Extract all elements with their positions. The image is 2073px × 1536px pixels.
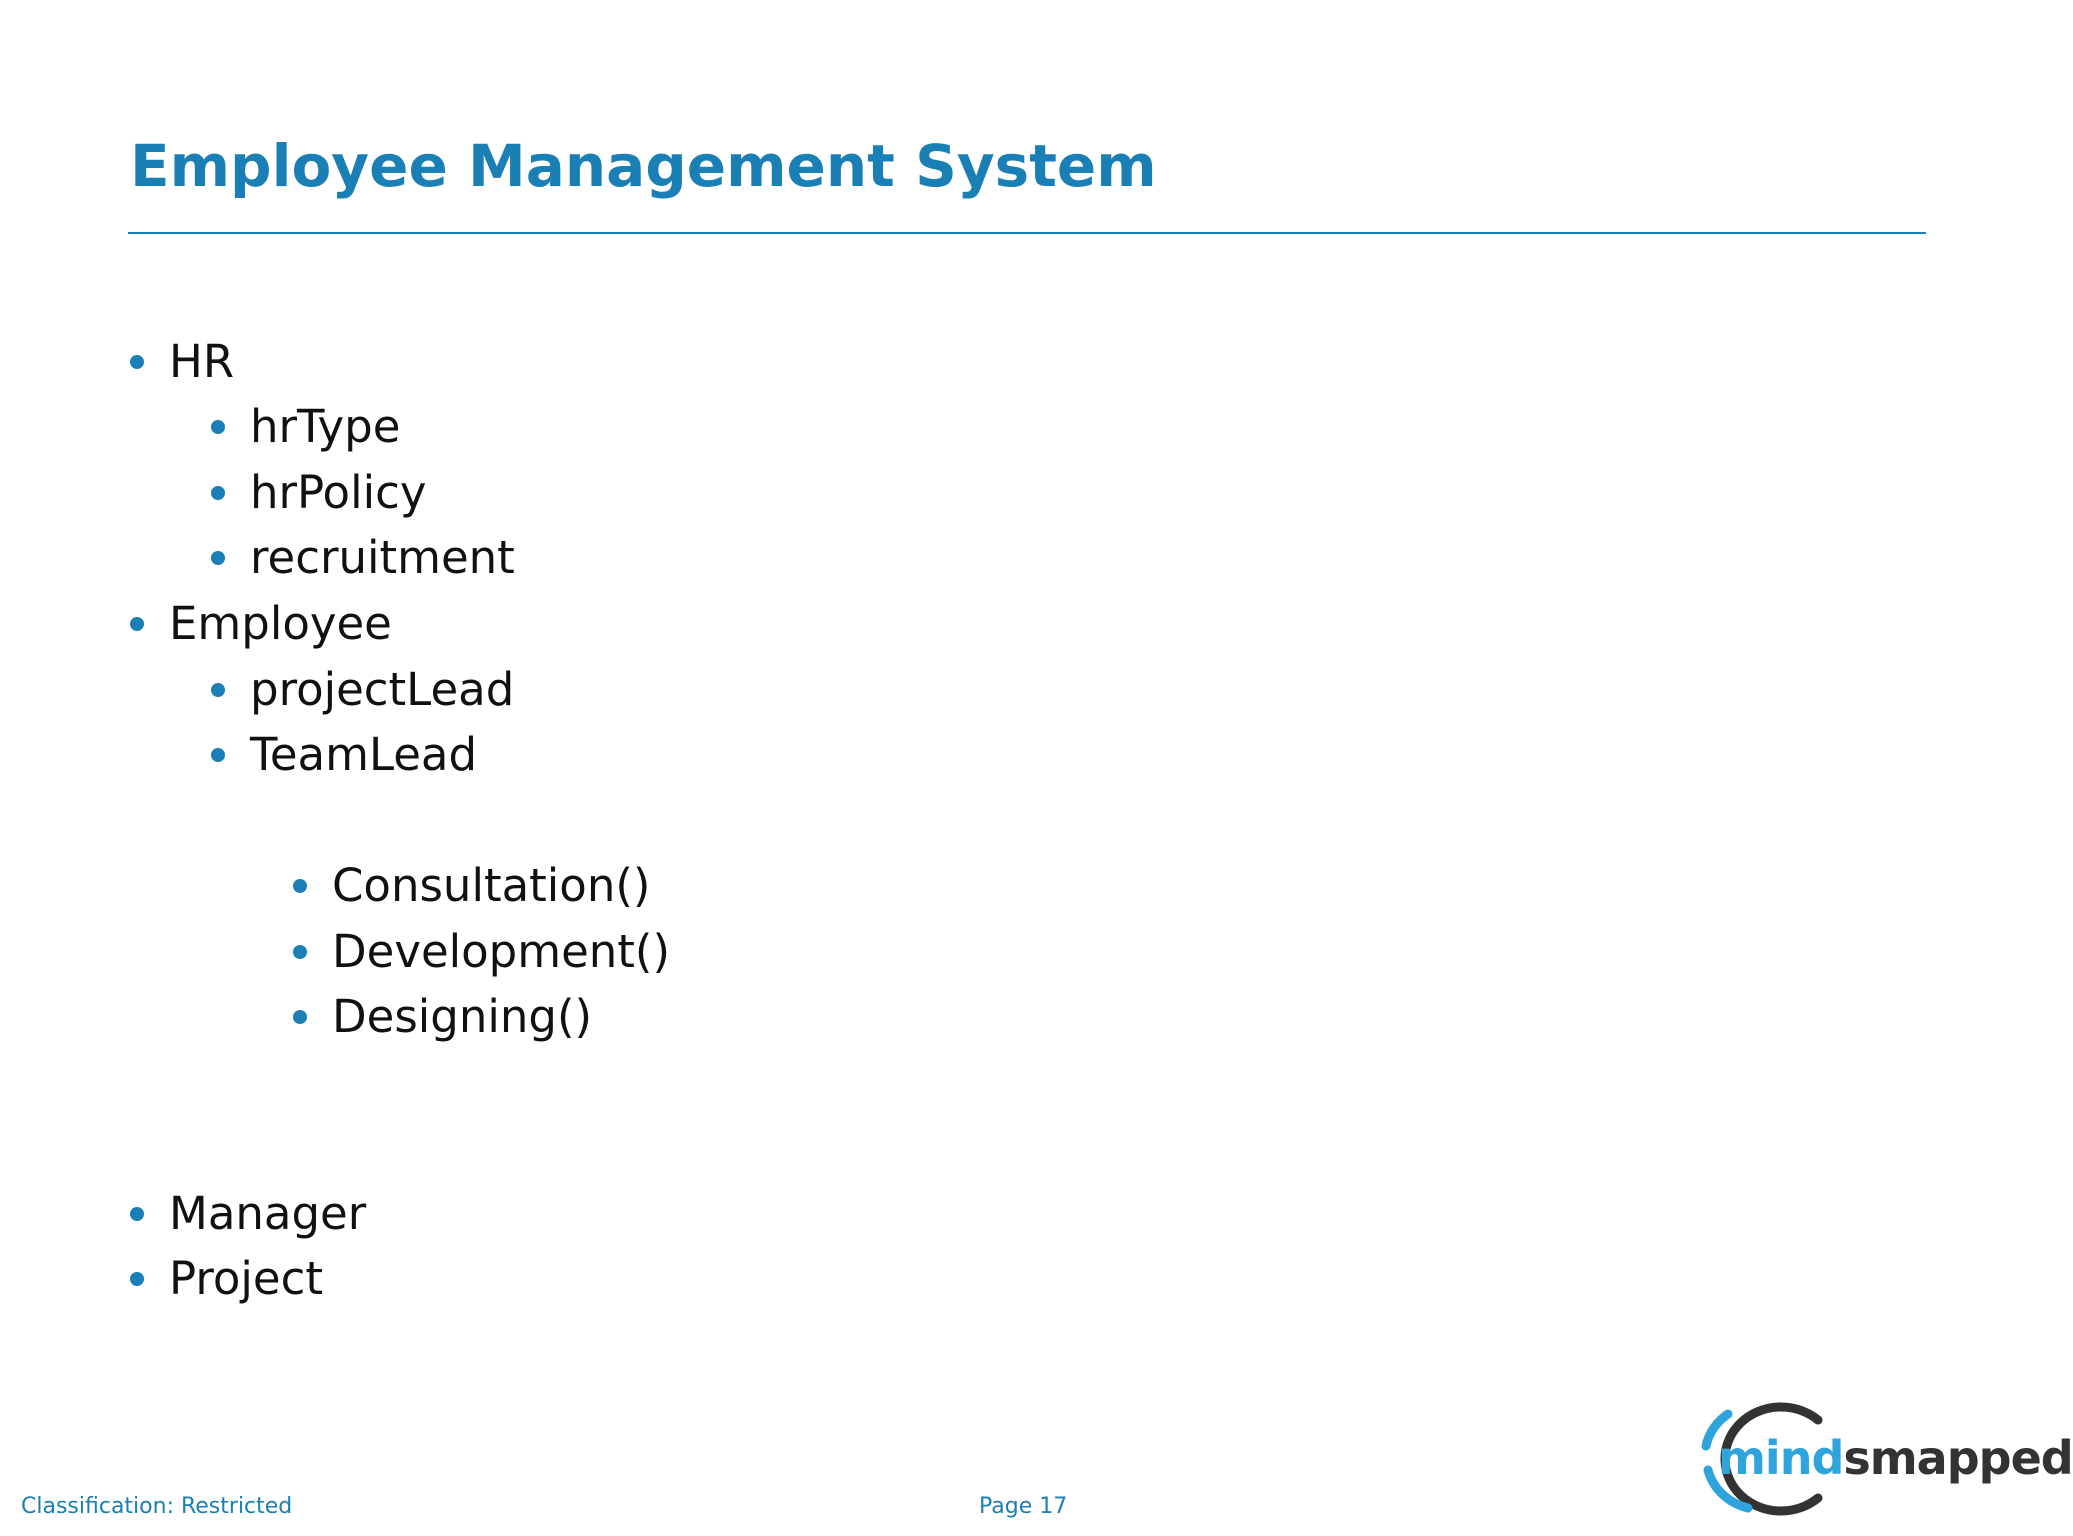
bullet-item-project bbox=[130, 1246, 323, 1312]
bullet-item-hrtype bbox=[211, 394, 400, 460]
bullet-item-development bbox=[293, 919, 670, 985]
bullet-item-hr bbox=[130, 329, 234, 395]
bullet-dot-icon bbox=[293, 945, 307, 959]
bullet-text: hrType bbox=[250, 400, 401, 453]
bullet-text: Development() bbox=[332, 925, 671, 978]
mindsmapped-logo bbox=[1688, 1398, 2073, 1518]
bullet-text: Manager bbox=[169, 1187, 367, 1240]
bullet-dot-icon bbox=[130, 1207, 144, 1221]
bullet-item-hrpolicy bbox=[211, 460, 426, 526]
bullet-item-consultation bbox=[293, 853, 650, 919]
bullet-item-manager bbox=[130, 1181, 366, 1247]
bullet-item-designing bbox=[293, 984, 592, 1050]
bullet-dot-icon bbox=[211, 683, 225, 697]
bullet-text: recruitment bbox=[250, 531, 515, 584]
bullet-dot-icon bbox=[211, 420, 225, 434]
bullet-dot-icon bbox=[293, 1010, 307, 1024]
bullet-dot-icon bbox=[130, 617, 144, 631]
bullet-item-teamlead bbox=[211, 722, 477, 788]
bullet-dot-icon bbox=[130, 1272, 144, 1286]
bullet-dot-icon bbox=[211, 748, 225, 762]
bullet-text: Designing() bbox=[332, 990, 593, 1043]
bullet-dot-icon bbox=[211, 486, 225, 500]
bullet-text: HR bbox=[169, 335, 235, 388]
bullet-text: Employee bbox=[169, 597, 392, 650]
bullet-item-recruitment bbox=[211, 525, 515, 591]
bullet-text: projectLead bbox=[250, 663, 515, 716]
bullet-item-projectlead bbox=[211, 657, 514, 723]
logo-wordmark: mindsmapped bbox=[1718, 1431, 2073, 1485]
bullet-dot-icon bbox=[211, 551, 225, 565]
bullet-text: Project bbox=[169, 1252, 323, 1305]
slide-title: Employee Management System bbox=[130, 132, 1157, 200]
footer-page-number: Page 17 bbox=[979, 1494, 1068, 1519]
bullet-text: Consultation() bbox=[332, 859, 651, 912]
footer-classification: Classification: Restricted bbox=[21, 1494, 293, 1519]
bullet-item-employee bbox=[130, 591, 392, 657]
bullet-dot-icon bbox=[130, 355, 144, 369]
bullet-text: TeamLead bbox=[250, 728, 478, 781]
bullet-text: hrPolicy bbox=[250, 466, 427, 519]
bullet-dot-icon bbox=[293, 879, 307, 893]
